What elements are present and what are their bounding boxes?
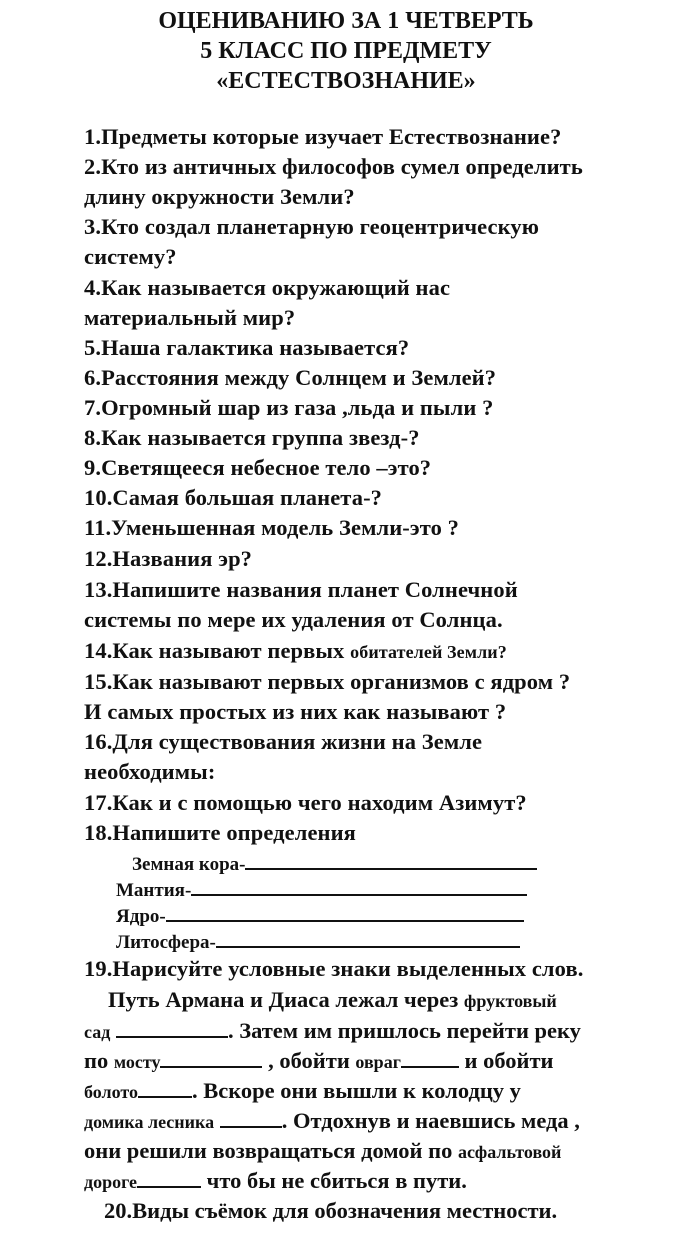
story-keyword-bridge: мосту (113, 1052, 161, 1072)
story-line-5 (84, 1106, 580, 1137)
story-keyword-forester-house: домика лесника (84, 1112, 215, 1132)
question-5: 5.Наша галактика называется? (84, 335, 410, 360)
title-line-3: «ЕСТЕСТВОЗНАНИЕ» (216, 68, 476, 94)
story-text: . Отдохнув и наевшись меда , (281, 1108, 580, 1133)
question-17: 17.Как и с помощью чего находим Азимут? (84, 790, 527, 815)
story-line-4 (84, 1076, 521, 1107)
answer-blank[interactable] (191, 876, 527, 896)
answer-blank[interactable] (401, 1048, 459, 1068)
question-4-line-1: 4.Как называется окружающий нас (84, 275, 451, 300)
story-line-2 (84, 1016, 581, 1047)
answer-blank[interactable] (160, 1048, 262, 1068)
question-16-line-1: 16.Для существования жизни на Земле (84, 729, 483, 754)
question-19: 19.Нарисуйте условные знаки выделенных слов. (84, 956, 584, 981)
answer-blank[interactable] (138, 1078, 192, 1098)
question-1: 1.Предметы которые изучает Естествознание? (84, 124, 562, 149)
question-15-line-1: 15.Как называют первых организмов с ядром ? (84, 669, 571, 694)
answer-blank[interactable] (137, 1168, 201, 1188)
question-20: 20.Виды съёмок для обозначения местности. (104, 1198, 558, 1223)
definition-crust (132, 850, 537, 878)
definition-mantle (116, 876, 527, 904)
question-3-line-1: 3.Кто создал планетарную геоцентрическую (84, 214, 540, 239)
answer-blank[interactable] (166, 902, 524, 922)
question-3-line-2: систему? (84, 244, 177, 269)
question-14 (84, 636, 507, 667)
question-15-line-2: И самых простых из них как называют ? (84, 699, 507, 724)
story-keyword-ravine: овраг (355, 1052, 401, 1072)
story-line-6 (84, 1136, 561, 1167)
answer-blank[interactable] (220, 1108, 282, 1128)
definition-mantle-label: Мантия- (116, 880, 192, 901)
definition-core (116, 902, 524, 930)
question-6: 6.Расстояния между Солнцем и Землей? (84, 365, 497, 390)
definition-lithosphere-label: Литосфера- (116, 932, 216, 953)
question-16-line-2: необходимы: (84, 759, 216, 784)
question-14-small: обитателей Земли? (350, 642, 507, 662)
definition-core-label: Ядро- (116, 906, 166, 927)
story-line-1 (108, 985, 557, 1016)
question-8: 8.Как называется группа звезд-? (84, 425, 420, 450)
question-11: 11.Уменьшенная модель Земли-это ? (84, 515, 460, 540)
story-text: и обойти (464, 1048, 554, 1073)
question-13-line-2: системы по мере их удаления от Солнца. (84, 607, 503, 632)
question-13-line-1: 13.Напишите названия планет Солнечной (84, 577, 518, 602)
question-9: 9.Светящееся небесное тело –это? (84, 455, 432, 480)
question-12: 12.Названия эр? (84, 546, 253, 571)
story-text: Путь Армана и Диаса лежал через (108, 987, 459, 1012)
definition-lithosphere (116, 928, 520, 956)
answer-blank[interactable] (116, 1018, 228, 1038)
story-line-3 (84, 1046, 554, 1077)
question-2-line-2: длину окружности Земли? (84, 184, 355, 209)
story-text: . Вскоре они вышли к колодцу у (192, 1078, 521, 1103)
story-text: . Затем им пришлось перейти реку (227, 1018, 581, 1043)
question-10: 10.Самая большая планета-? (84, 485, 383, 510)
title-line-1: ОЦЕНИВАНИЮ ЗА 1 ЧЕТВЕРТЬ (158, 8, 534, 34)
title-line-2: 5 КЛАСС ПО ПРЕДМЕТУ (200, 38, 492, 64)
story-text: что бы не сбиться в пути. (206, 1168, 467, 1193)
question-7: 7.Огромный шар из газа ,льда и пыли ? (84, 395, 494, 420)
story-text: по (84, 1048, 109, 1073)
definition-crust-label: Земная кора- (132, 854, 246, 875)
story-line-7 (84, 1166, 467, 1197)
question-18: 18.Напишите определения (84, 820, 356, 845)
story-keyword-road: дороге (84, 1172, 138, 1192)
story-keyword-orchard: фруктовый (463, 991, 557, 1011)
question-4-line-2: материальный мир? (84, 305, 296, 330)
question-14-main: 14.Как называют первых (84, 638, 345, 663)
question-2-line-1: 2.Кто из античных философов сумел определить (84, 154, 583, 179)
story-text: они решили возвращаться домой по (84, 1138, 453, 1163)
story-keyword-garden: сад (84, 1022, 111, 1042)
story-keyword-asphalt: асфальтовой (458, 1142, 562, 1162)
answer-blank[interactable] (245, 850, 537, 870)
story-text: , обойти (268, 1048, 350, 1073)
story-keyword-swamp: болото (84, 1082, 138, 1102)
answer-blank[interactable] (216, 928, 520, 948)
